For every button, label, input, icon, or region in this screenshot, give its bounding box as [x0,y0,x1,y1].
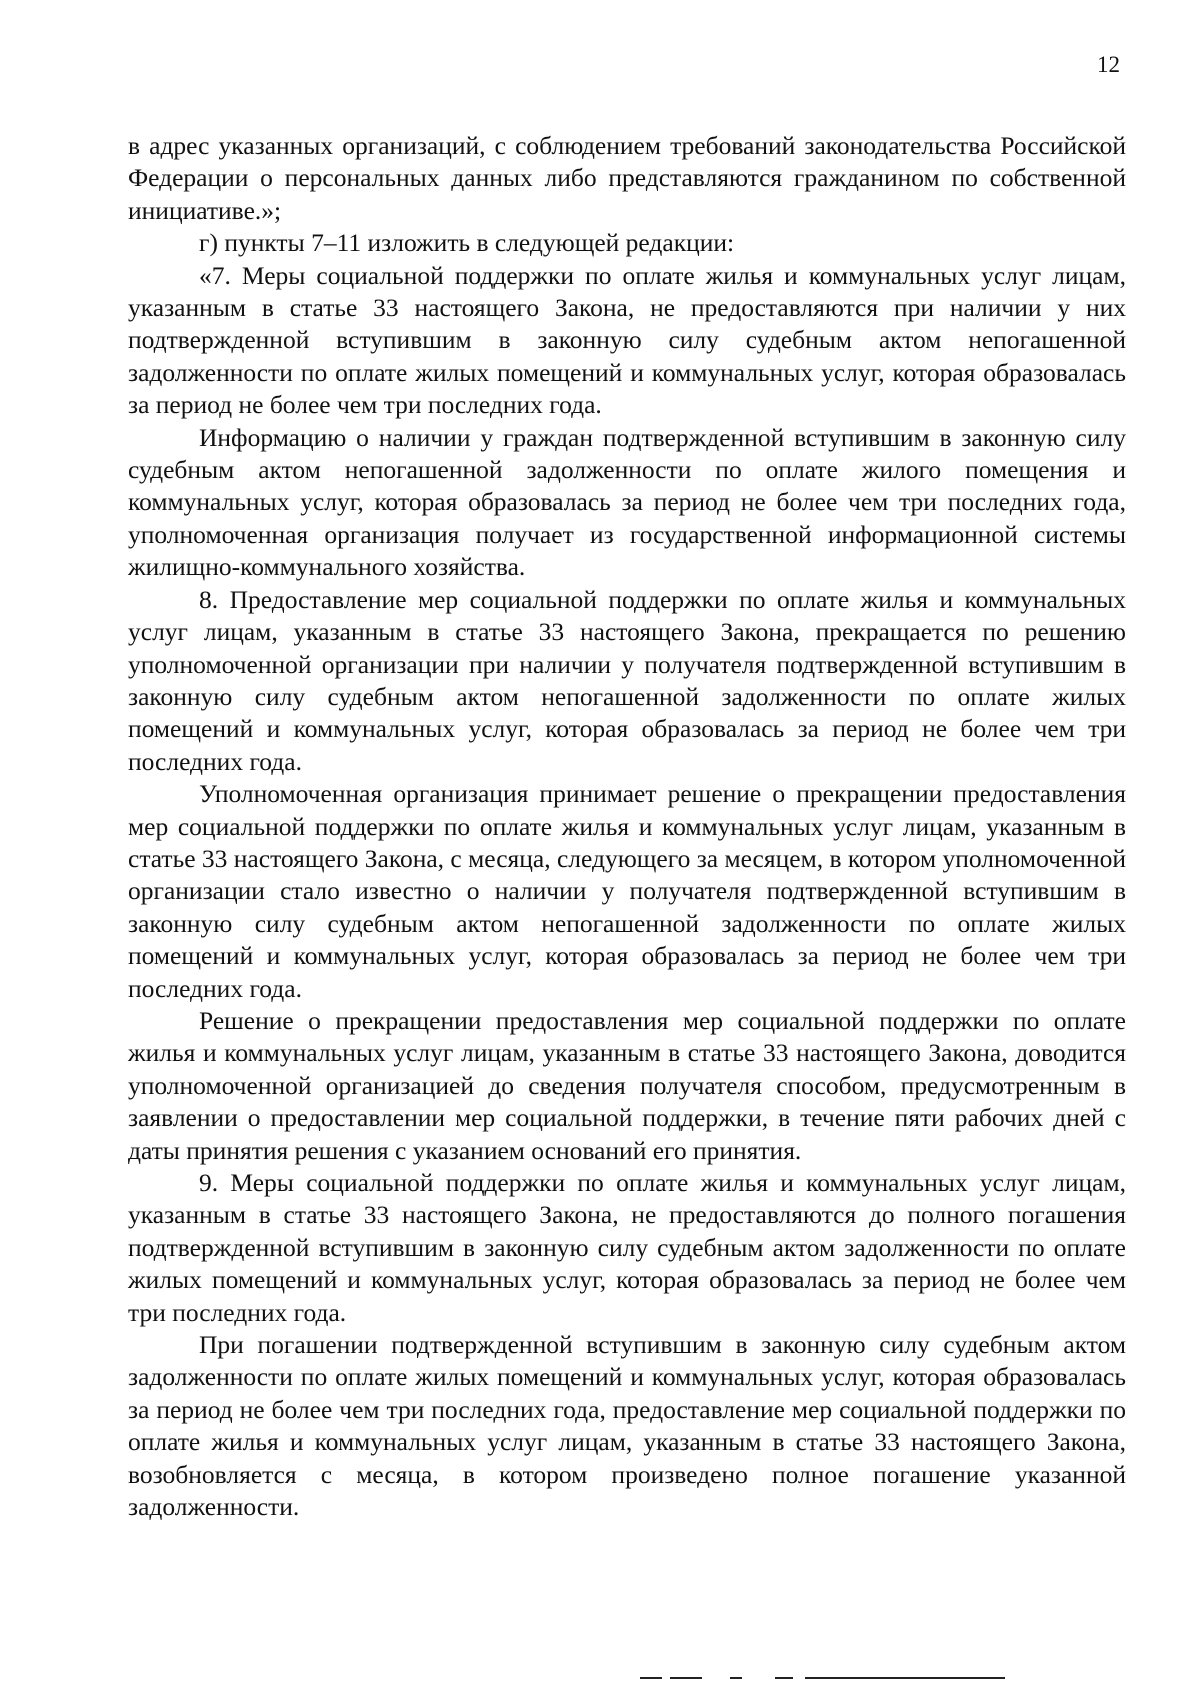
scan-mark [640,1677,662,1679]
paragraph-point-7: «7. Меры социальной поддержки по оплате жилья и коммунальных услуг лицам, указанным в статье 33 настоящего Закона, не предоставляются при наличии у них подтвержденной вступившим в законную силу судебным актом непогашенной задолженности по оплате жилых помещений и коммунальных услуг, которая образовалась за период не более чем три последних года. [128,260,1126,420]
paragraph-point-8-notice: Решение о прекращении предоставления мер социальной поддержки по оплате жилья и коммунальных услуг лицам, указанным в статье 33 настоящего Закона, доводится уполномоченной организацией до сведения получателя способом, предусмотренным в заявлении о предоставлении мер социальной поддержки, в течение пяти рабочих дней с даты принятия решения с указанием оснований его принятия. [128,1005,1126,1165]
paragraph-point-9-resume: При погашении подтвержденной вступившим в законную силу судебным актом задолженности по оплате жилых помещений и коммунальных услуг, которая образовалась за период не более чем три последних года, предоставление мер социальной поддержки по оплате жилья и коммунальных услуг лицам, указанным в статье 33 настоящего Закона, возобновляется с месяца, в котором произведено полное погашение указанной задолженности. [128,1330,1126,1522]
page-number: 12 [1097,52,1120,77]
scan-mark [805,1677,1005,1679]
scan-artifact-lines [640,1677,1020,1681]
document-body [128,130,1126,1523]
scan-mark [730,1677,742,1679]
paragraph-item-g: г) пункты 7–11 изложить в следующей редакции: [199,228,735,258]
paragraph-point-8-decision: Уполномоченная организация принимает решение о прекращении предоставления мер социальной поддержки по оплате жилья и коммунальных услуг лицам, указанным в статье 33 настоящего Закона, с месяца, следующего за месяцем, в котором уполномоченной организации стало известно о наличии у получателя подтвержденной вступившим в законную силу судебным актом непогашенной задолженности по оплате жилых помещений и коммунальных услуг, которая образовалась за период не более чем три последних года. [128,779,1126,1003]
paragraph-point-8: 8. Предоставление мер социальной поддержки по оплате жилья и коммунальных услуг лицам, указанным в статье 33 настоящего Закона, прекращается по решению уполномоченной организации при наличии у получателя подтвержденной вступившим в законную силу судебным актом непогашенной задолженности по оплате жилых помещений и коммунальных услуг, которая образовалась за период не более чем три последних года. [128,584,1126,776]
paragraph-point-7-info: Информацию о наличии у граждан подтвержденной вступившим в законную силу судебным актом непогашенной задолженности по оплате жилого помещения и коммунальных услуг, которая образовалась за период не более чем три последних года, уполномоченная организация получает из государственной информационной системы жилищно-коммунального хозяйства. [128,422,1126,582]
scan-mark [670,1677,702,1679]
scan-mark [775,1677,793,1679]
paragraph-continuation: в адрес указанных организаций, с соблюдением требований законодательства Российской Федерации о персональных данных либо представляются гражданином по собственной инициативе.»; [128,131,1126,225]
paragraph-point-9: 9. Меры социальной поддержки по оплате жилья и коммунальных услуг лицам, указанным в статье 33 настоящего Закона, не предоставляются до полного погашения подтвержденной вступившим в законную силу судебным актом задолженности по оплате жилых помещений и коммунальных услуг, которая образовалась за период не более чем три последних года. [128,1168,1126,1327]
